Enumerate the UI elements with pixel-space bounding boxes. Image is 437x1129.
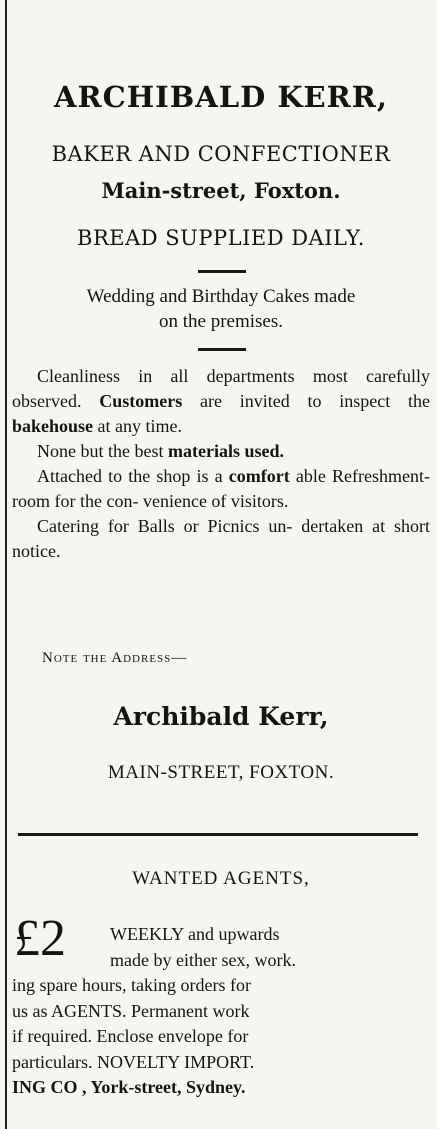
agents-ad-text <box>12 922 430 1101</box>
ad-line: made by either sex, work. <box>110 949 296 970</box>
paragraph-materials <box>12 439 430 464</box>
section-divider <box>18 833 418 836</box>
text: Customers <box>99 391 183 411</box>
text: Attached to the shop is a <box>37 466 223 486</box>
separator-dash <box>198 348 246 351</box>
separator-dash <box>198 270 246 273</box>
wedding-paragraph <box>12 284 430 334</box>
trade-line: BAKER AND CONFECTIONER <box>51 142 391 166</box>
wedding-line-2: on the premises. <box>158 311 283 332</box>
paragraph-refreshment <box>12 464 430 514</box>
note-label: Note the Address— <box>42 650 188 666</box>
text: most carefully observed. <box>12 366 431 411</box>
text: are invited to inspect the <box>200 391 430 411</box>
text: Catering for Balls or Picnics un- <box>37 516 293 536</box>
wedding-line-1: Wedding and Birthday Cakes made <box>86 286 356 307</box>
column-rule <box>5 0 7 1129</box>
text: bakehouse <box>12 416 94 436</box>
ad-line: particulars. NOVELTY IMPORT. <box>12 1051 255 1072</box>
text: dertaken at short notice. <box>12 516 431 561</box>
address-line: MAIN-STREET, FOXTON. <box>107 762 335 783</box>
text: at any time. <box>97 416 183 436</box>
ad-line: us as AGENTS. Permanent work <box>12 1000 250 1021</box>
body-paragraphs <box>12 364 430 564</box>
text: able Refreshment-room for the con- <box>12 466 430 511</box>
text: None but the best <box>37 441 164 461</box>
text: Cleanliness in all departments <box>37 366 295 386</box>
bread-line: BREAD SUPPLIED DAILY. <box>77 226 365 250</box>
wanted-heading: WANTED AGENTS, <box>132 868 310 889</box>
text: materials used. <box>167 441 284 461</box>
location-line: Main-street, Foxton. <box>101 178 341 203</box>
ad-line: ING CO , York-street, Sydney. <box>12 1077 246 1097</box>
text: comfort <box>228 466 290 486</box>
business-name: ARCHIBALD KERR, <box>54 80 388 114</box>
paragraph-catering <box>12 514 430 564</box>
signature-name: Archibald Kerr, <box>113 702 329 731</box>
text: venience of visitors. <box>142 491 289 511</box>
paragraph-cleanliness <box>12 364 430 439</box>
ad-line: if required. Enclose envelope for <box>12 1026 249 1046</box>
amount-figure: £2 <box>14 910 66 967</box>
ad-line: ing spare hours, taking orders for <box>12 975 251 995</box>
ad-line: WEEKLY and upwards <box>110 924 280 944</box>
